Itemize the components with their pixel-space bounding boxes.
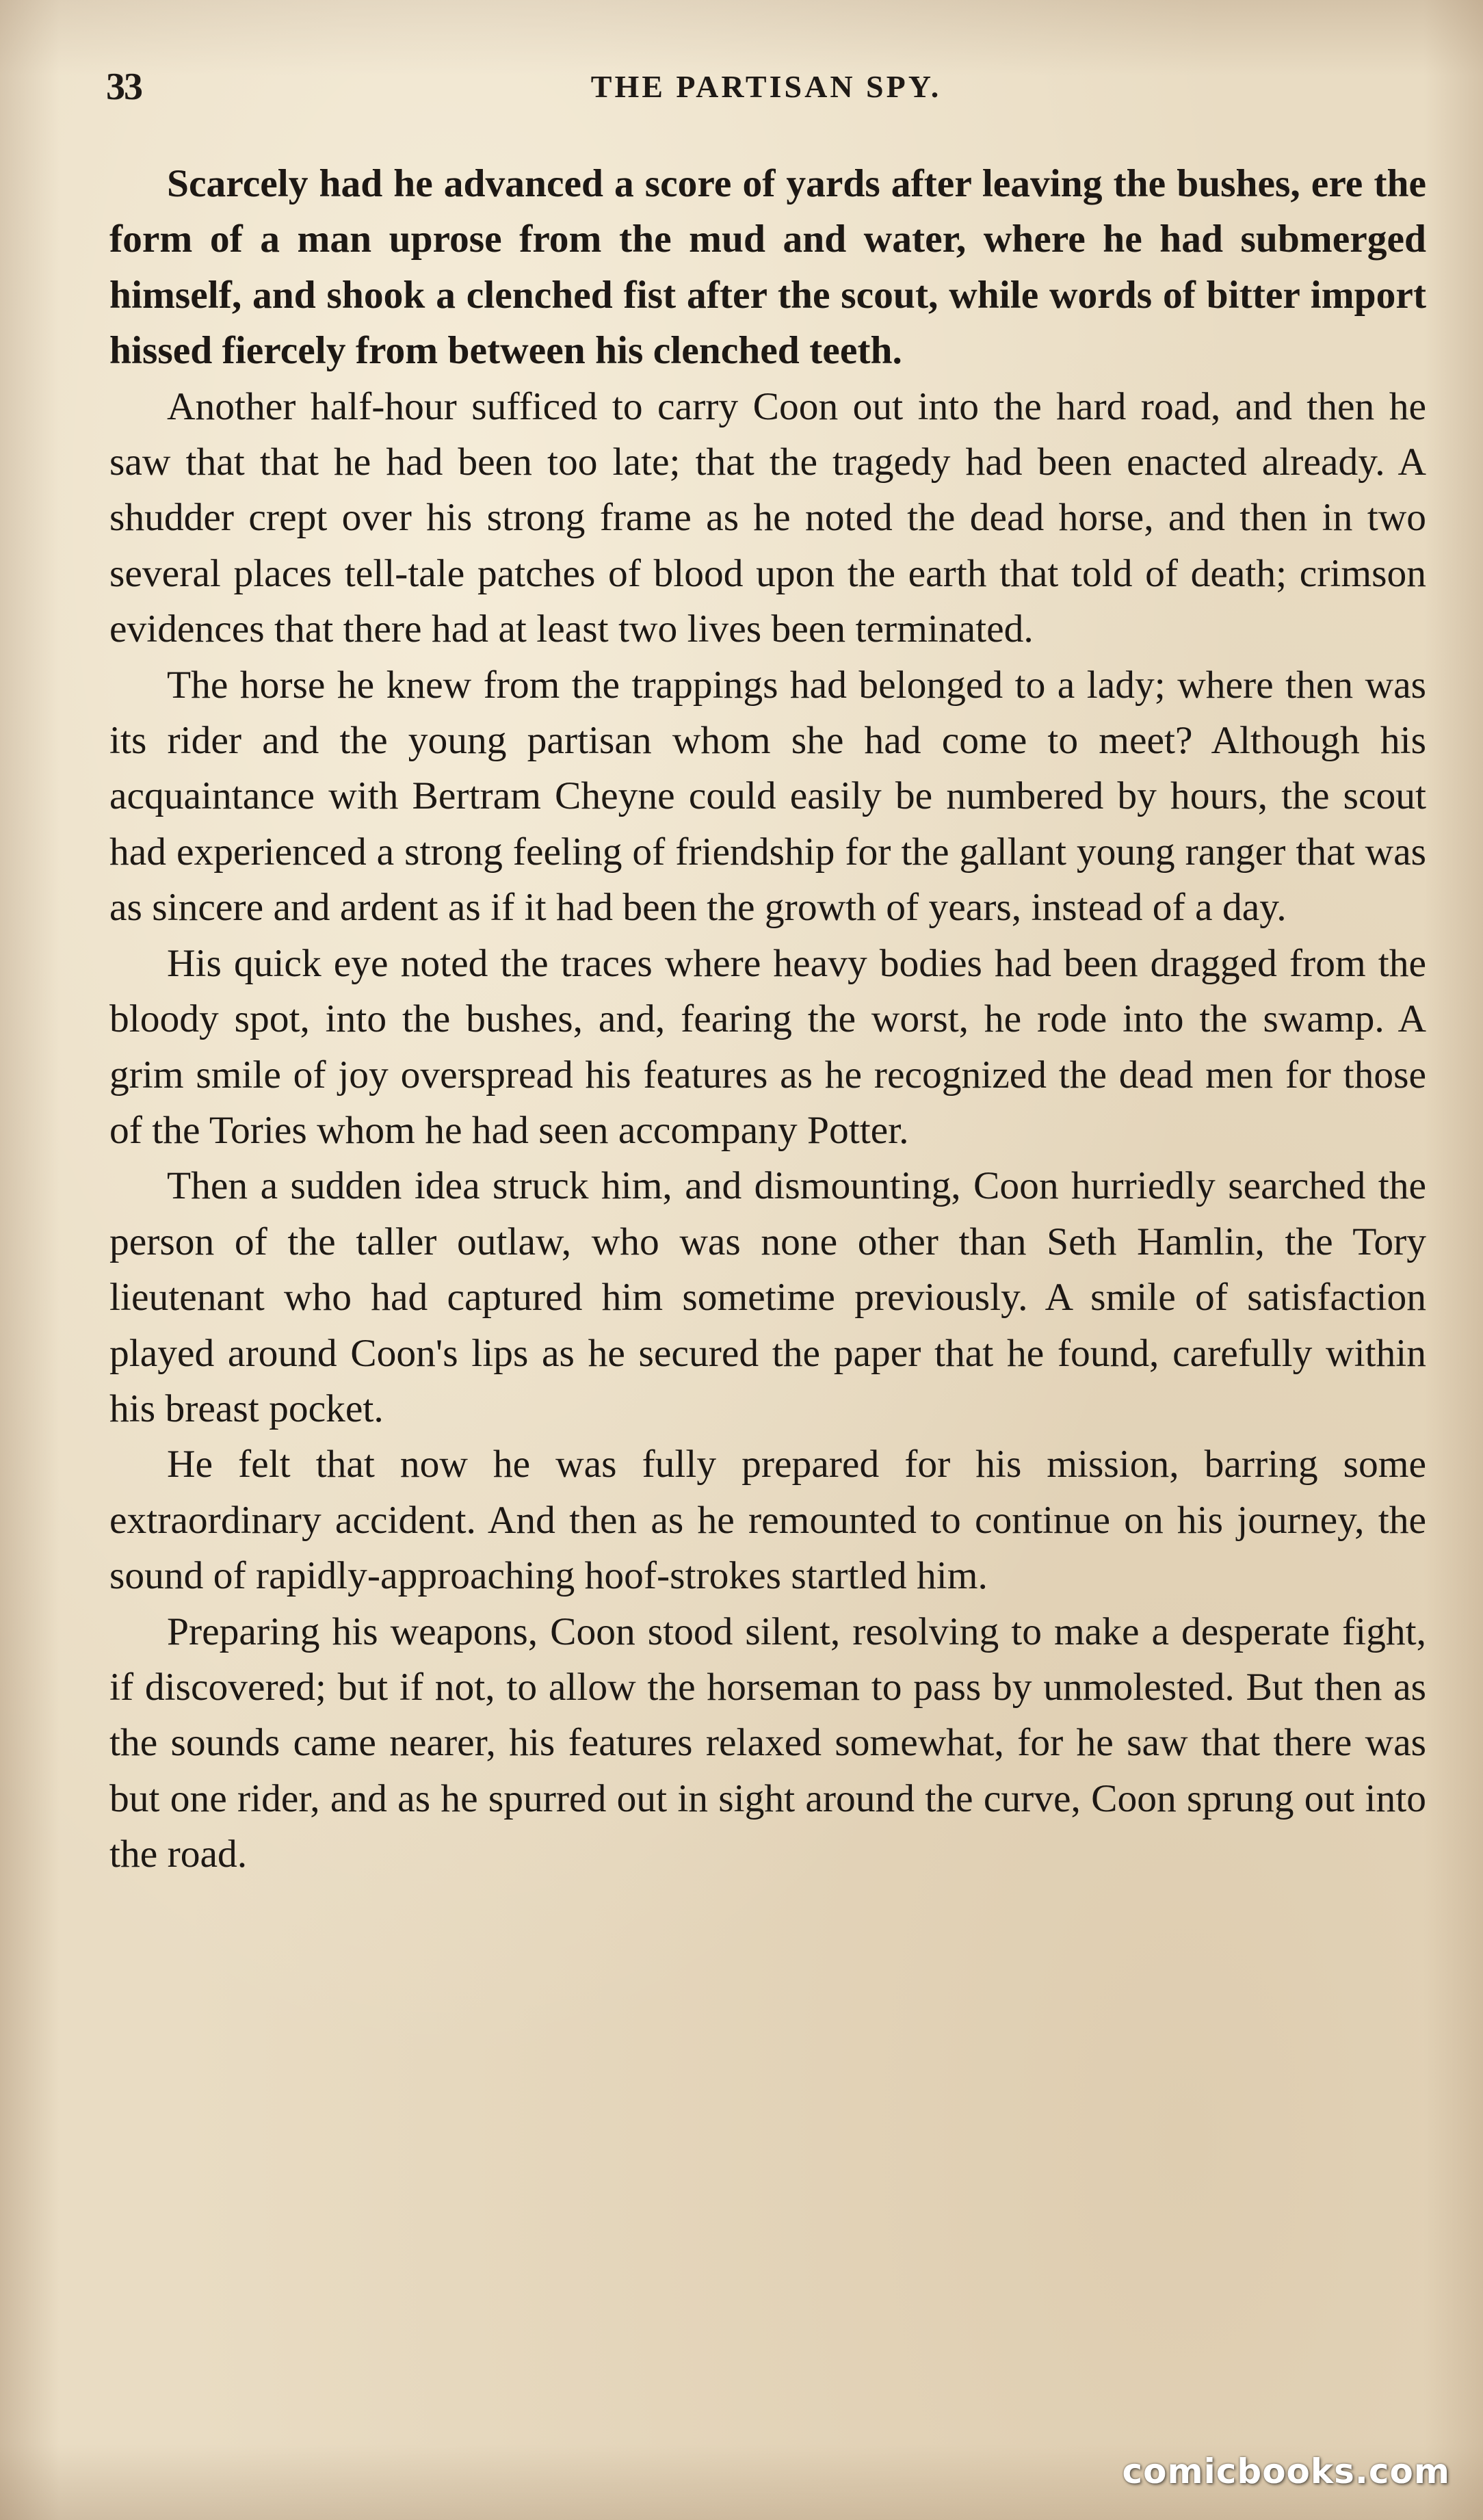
paragraph: The horse he knew from the trappings had belonged to a lady; where then was its rider and the young partisan whom she had come to meet? Although his acquaintance with Bertram Cheyne could easily be numbered by hours, the scout had experienced a strong feeling of friendship for the gallant young ranger that was as sincere and ardent as if it had been the growth of years, instead of a day. xyxy=(109,663,1426,930)
paragraph: His quick eye noted the traces where heavy bodies had been dragged from the bloody spot, into the bushes, and, fearing the worst, he rode into the swamp. A grim smile of joy overspread his features as he recognized the dead men for those of the Tories whom he had seen accompany Potter. xyxy=(109,941,1426,1152)
watermark: comicbooks.com xyxy=(1122,2452,1450,2491)
page-number: 33 xyxy=(106,66,142,108)
running-title: THE PARTISAN SPY. xyxy=(590,69,942,104)
paragraph: Preparing his weapons, Coon stood silent, resolving to make a desperate fight, if discovered; but if not, to allow the horseman to pass by unmolested. But then as the sounds came nearer, his features relaxed somewhat, for he saw that there was but one rider, and as he spurred out in sight around the curve, Coon sprung out into the road. xyxy=(109,1610,1426,1876)
paragraph: He felt that now he was fully prepared for his mission, barring some extraordinary accident. And then as he remounted to continue on his journey, the sound of rapidly-approaching hoof-strokes startled him. xyxy=(109,1443,1426,1598)
paragraph: Then a sudden idea struck him, and dismounting, Coon hurriedly searched the person of the taller outlaw, who was none other than Seth Hamlin, the Tory lieutenant who had captured him sometime previously. A smile of satisfaction played around Coon's lips as he secured the paper that he found, carefully within his breast pocket. xyxy=(109,1164,1426,1430)
paragraph: Another half-hour sufficed to carry Coon out into the hard road, and then he saw that that he had been too late; that the tragedy had been enacted already. A shudder crept over his strong frame as he noted the dead horse, and then in two several places tell-tale patches of blood upon the earth that told of death; crimson evidences that there had at least two lives been terminated. xyxy=(109,384,1426,651)
running-head xyxy=(106,63,1426,111)
paragraph: Scarcely had he advanced a score of yards after leaving the bushes, ere the form of a man uprose from the mud and water, where he had submerged himself, and shook a clenched fist after the scout, while words of bitter import hissed fiercely from between his clenched teeth. xyxy=(109,162,1426,373)
body-text xyxy=(109,156,1426,1882)
